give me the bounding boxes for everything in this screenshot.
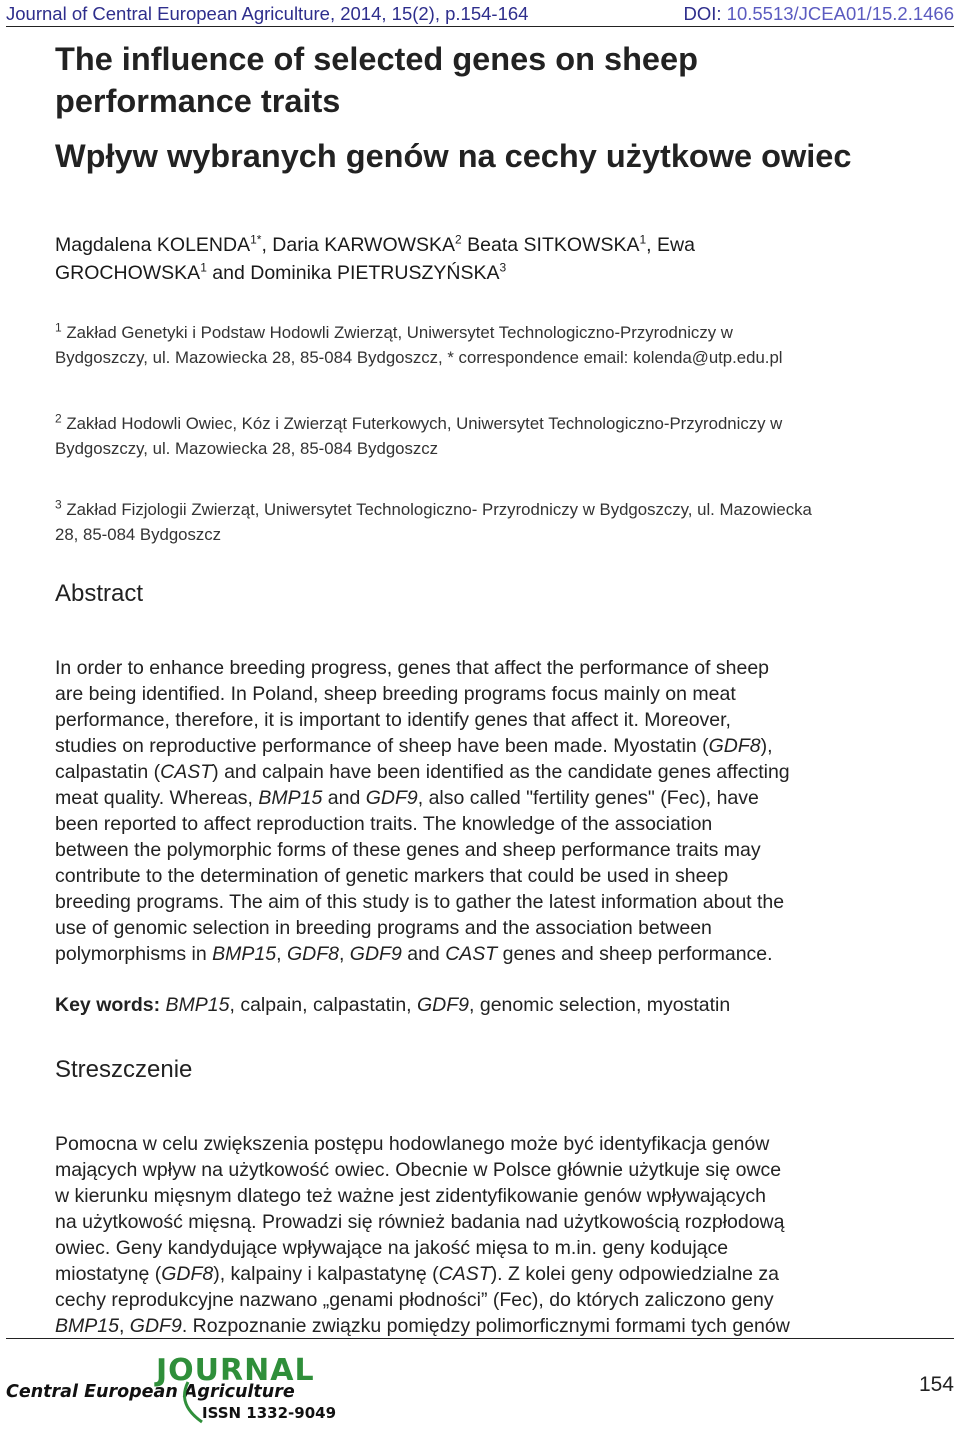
- affiliation-2-line2: Bydgoszczy, ul. Mazowiecka 28, 85-084 Bydgoszcz: [55, 439, 439, 458]
- footer-rule: [6, 1338, 954, 1339]
- paper-title-en-line2: performance traits: [55, 83, 341, 119]
- paper-title-en-line1: The influence of selected genes on sheep: [55, 41, 698, 77]
- abstract-line: [55, 759, 915, 785]
- gene-name: GDF9: [129, 1315, 182, 1337]
- author-name: Magdalena KOLENDA: [55, 234, 251, 256]
- abstract-line: performance, therefore, it is important to identify genes that affect it. Moreover,: [55, 709, 731, 731]
- paper-title-en: [55, 38, 915, 122]
- text-run: ),: [760, 735, 773, 757]
- text-run: . Rozpoznanie związku pomiędzy polimorficznymi formami tych genów: [181, 1315, 790, 1337]
- keyword: , genomic selection, myostatin: [469, 994, 731, 1016]
- text-run: calpastatin (: [55, 761, 161, 783]
- running-header: [6, 3, 954, 25]
- affiliation-text: Zakład Genetyki i Podstaw Hodowli Zwierząt, Uniwersytet Technologiczno-Przyrodniczy w: [61, 323, 733, 342]
- author-name: , Daria KARWOWSKA: [261, 234, 456, 256]
- affiliation-mark: 1: [55, 320, 62, 335]
- streszczenie-heading: Streszczenie: [55, 1056, 193, 1083]
- abstract-line: In order to enhance breeding progress, genes that affect the performance of sheep: [55, 657, 770, 679]
- author-affiliation-mark: 2: [455, 232, 462, 247]
- text-run: ,: [118, 1315, 130, 1337]
- logo-subtitle: Central European Agriculture: [6, 1382, 295, 1402]
- affiliation-1-line2: Bydgoszczy, ul. Mazowiecka 28, 85-084 Bydgoszcz, * correspondence email: kolenda@utp.edu.pl: [55, 348, 783, 367]
- affiliation-3-line1: [55, 497, 925, 522]
- streszczenie-body: [55, 1131, 915, 1339]
- affiliation-text: Zakład Hodowli Owiec, Kóz i Zwierząt Futerkowych, Uniwersytet Technologiczno-Przyrodniczy w: [61, 414, 783, 433]
- abstract-line: [55, 785, 915, 811]
- keyword: BMP15: [165, 994, 230, 1016]
- abstract-line: been reported to affect reproduction traits. The knowledge of the association: [55, 813, 713, 835]
- author-name: GROCHOWSKA: [55, 262, 201, 284]
- streszczenie-line: na użytkowość mięsną. Prowadzi się również badania nad użytkowością rozpłodową: [55, 1211, 785, 1233]
- logo-word: JOURNAL: [156, 1353, 315, 1388]
- text-run: polymorphisms in: [55, 943, 213, 965]
- journal-logo: [6, 1352, 346, 1424]
- logo-issn: ISSN 1332-9049: [202, 1404, 337, 1422]
- header-rule: [6, 26, 954, 27]
- gene-name: BMP15: [258, 787, 323, 809]
- affiliation-mark: 3: [55, 497, 62, 512]
- affiliation-1-line1: [55, 320, 925, 345]
- text-run: ) and calpain have been identified as the candidate genes affecting: [212, 761, 790, 783]
- keywords-line: [55, 992, 915, 1018]
- abstract-line: breeding programs. The aim of this study is to gather the latest information about the: [55, 891, 785, 913]
- text-run: studies on reproductive performance of sheep have been made. Myostatin (: [55, 735, 709, 757]
- affiliation-1: [55, 320, 925, 370]
- author-list: [55, 231, 925, 287]
- author-affiliation-mark: 1*: [250, 232, 262, 247]
- streszczenie-line: [55, 1313, 915, 1339]
- keyword: , calpain, calpastatin,: [229, 994, 418, 1016]
- abstract-heading: Abstract: [55, 580, 144, 607]
- streszczenie-line: [55, 1261, 915, 1287]
- text-run: ,: [338, 943, 350, 965]
- gene-name: GDF8: [161, 1263, 214, 1285]
- abstract-line: are being identified. In Poland, sheep breeding programs focus mainly on meat: [55, 683, 736, 705]
- keywords: [55, 992, 915, 1018]
- text-run: , also called "fertility genes" (Fec), have: [417, 787, 759, 809]
- abstract-line: between the polymorphic forms of these genes and sheep performance traits may: [55, 839, 761, 861]
- doi: [684, 3, 955, 25]
- gene-name: GDF8: [708, 735, 761, 757]
- abstract-line: [55, 941, 915, 967]
- doi-label: DOI:: [683, 3, 727, 24]
- streszczenie-line: Pomocna w celu zwiększenia postępu hodowlanego może być identyfikacja genów: [55, 1133, 770, 1155]
- text-run: and: [401, 943, 446, 965]
- author-line-2: [55, 259, 925, 287]
- abstract-body: [55, 655, 915, 967]
- gene-name: CAST: [445, 943, 498, 965]
- journal-citation: Journal of Central European Agriculture, 2014, 15(2), p.154-164: [6, 3, 529, 24]
- gene-name: GDF8: [286, 943, 339, 965]
- doi-link[interactable]: 10.5513/JCEA01/15.2.1466: [726, 3, 954, 24]
- gene-name: BMP15: [55, 1315, 119, 1337]
- text-run: genes and sheep performance.: [497, 943, 773, 965]
- gene-name: BMP15: [212, 943, 277, 965]
- streszczenie-line: cechy reprodukcyjne nazwano „genami płodności” (Fec), do których zaliczono geny: [55, 1289, 774, 1311]
- gene-name: GDF9: [365, 787, 418, 809]
- author-name: , Ewa: [646, 234, 695, 256]
- author-affiliation-mark: 3: [499, 260, 507, 275]
- affiliation-2-line1: [55, 411, 925, 436]
- gene-name: CAST: [160, 761, 213, 783]
- gene-name: CAST: [438, 1263, 491, 1285]
- keywords-label: Key words:: [55, 994, 161, 1016]
- affiliation-2: [55, 411, 925, 461]
- affiliation-text: Zakład Fizjologii Zwierząt, Uniwersytet Technologiczno- Przyrodniczy w Bydgoszczy, ul. Mazowiecka: [61, 500, 812, 519]
- text-run: and: [322, 787, 366, 809]
- author-name: Beata SITKOWSKA: [461, 234, 640, 256]
- streszczenie-line: owiec. Geny kandydujące wpływające na jakość mięsa to m.in. geny kodujące: [55, 1237, 729, 1259]
- abstract-line: use of genomic selection in breeding programs and the association between: [55, 917, 712, 939]
- keyword: GDF9: [417, 994, 470, 1016]
- affiliation-mark: 2: [55, 411, 62, 426]
- author-affiliation-mark: 1: [200, 260, 207, 275]
- abstract-line: [55, 733, 915, 759]
- gene-name: GDF9: [349, 943, 402, 965]
- author-name: and Dominika PIETRUSZYŃSKA: [206, 262, 500, 284]
- author-affiliation-mark: 1: [639, 232, 647, 247]
- author-line-1: [55, 231, 925, 259]
- streszczenie-line: mających wpływ na użytkowość owiec. Obecnie w Polsce głównie użytkuje się owce: [55, 1159, 782, 1181]
- text-run: miostatynę (: [55, 1263, 162, 1285]
- text-run: ,: [276, 943, 287, 965]
- text-run: meat quality. Whereas,: [55, 787, 259, 809]
- streszczenie-line: w kierunku mięsnym dlatego też ważne jest zidentyfikowanie genów wpływających: [55, 1185, 767, 1207]
- page-number: 154: [918, 1373, 954, 1396]
- paper-title-pl: Wpływ wybranych genów na cechy użytkowe owiec: [55, 138, 852, 174]
- abstract-line: contribute to the determination of genetic markers that could be used in sheep: [55, 865, 729, 887]
- affiliation-3: [55, 497, 925, 547]
- text-run: ), kalpainy i kalpastatynę (: [213, 1263, 439, 1285]
- text-run: ). Z kolei geny odpowiedzialne za: [490, 1263, 780, 1285]
- affiliation-3-line2: 28, 85-084 Bydgoszcz: [55, 525, 222, 544]
